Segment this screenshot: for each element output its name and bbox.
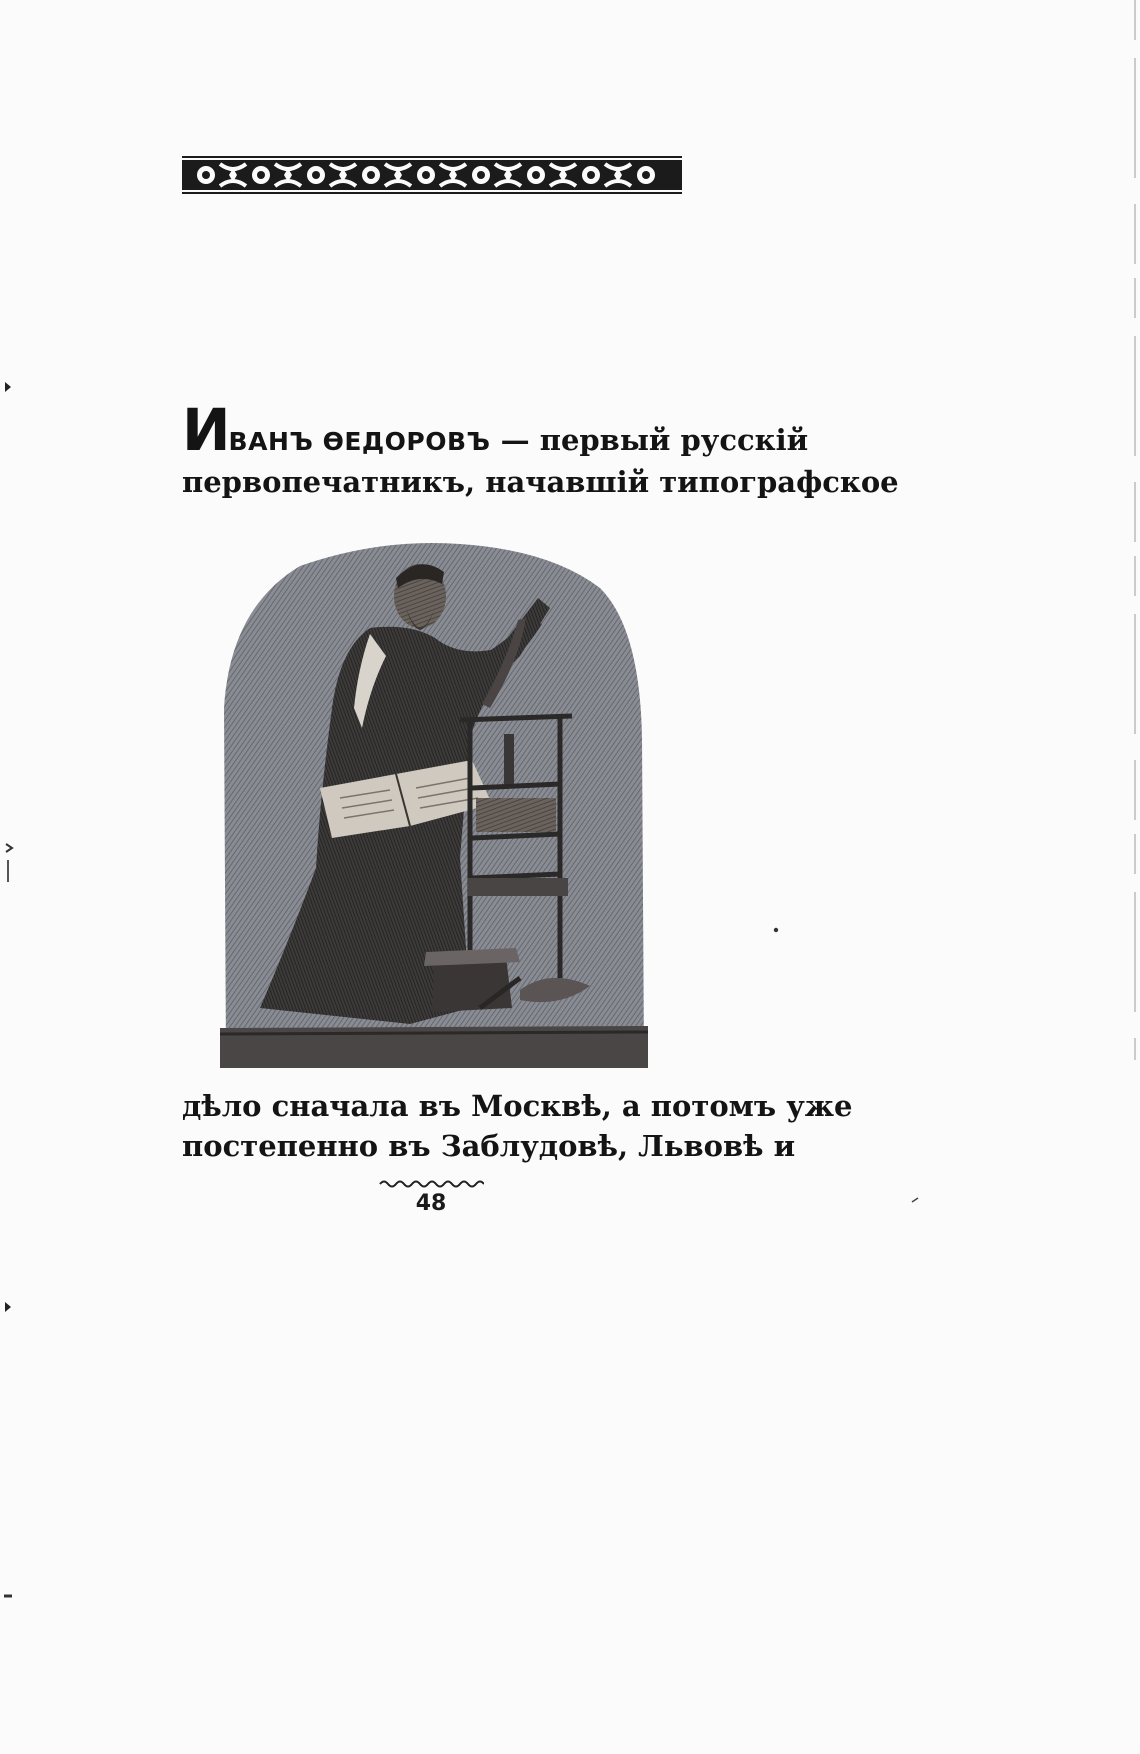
drop-cap: И — [182, 396, 229, 464]
ornamental-headpiece — [182, 156, 682, 194]
page-footer — [378, 1178, 484, 1216]
printer-portrait-engraving — [220, 538, 648, 1068]
name-small-caps: ВАНЪ ѲЕДОРОВЪ — [228, 427, 491, 456]
text-line — [182, 396, 809, 464]
engraving-illustration — [220, 538, 648, 1068]
wavy-rule — [378, 1178, 484, 1190]
opening-paragraph — [182, 396, 899, 502]
text-line: постепенно въ Заблудовѣ, Львовѣ и — [182, 1129, 796, 1163]
text-line: дѣло сначала въ Москвѣ, а потомъ уже — [182, 1089, 853, 1123]
line-text: — первый русскій — [490, 423, 809, 457]
text-line: первопечатникъ, начавшій типографское — [182, 465, 899, 499]
ornament-border-graphic — [182, 156, 682, 194]
page-number: 48 — [415, 1191, 447, 1216]
continuation-paragraph — [182, 1086, 853, 1166]
